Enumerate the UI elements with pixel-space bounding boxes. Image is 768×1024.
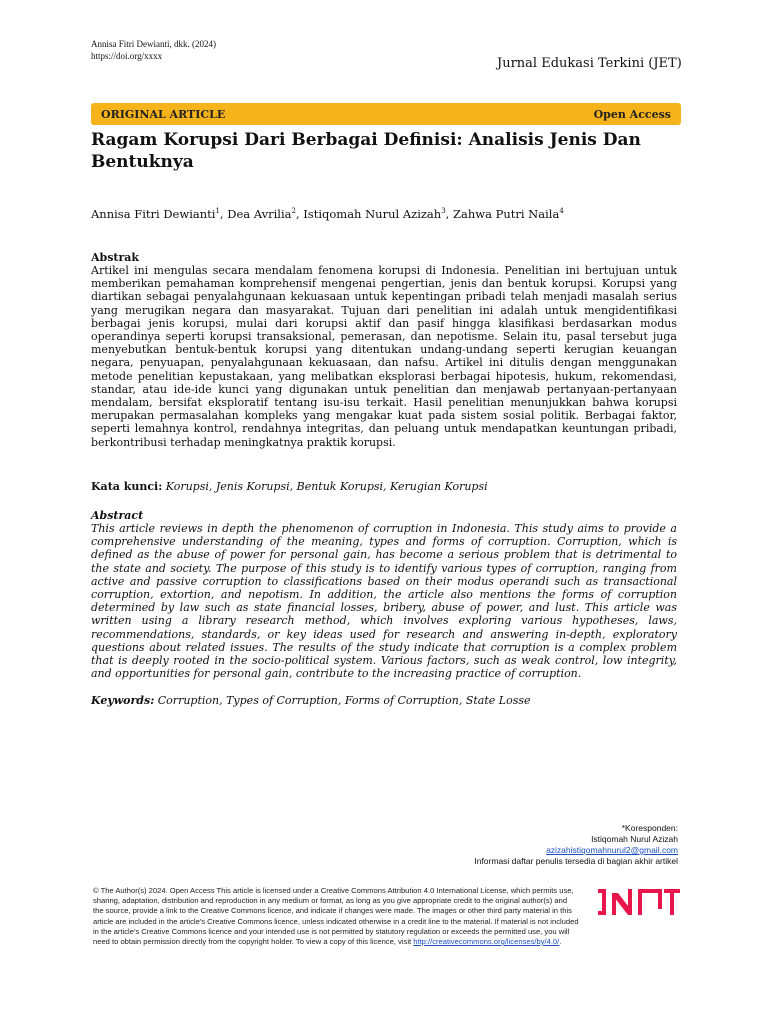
publisher-logo-icon	[598, 889, 680, 919]
author-info-note: Informasi daftar penulis tersedia di bagian akhir artikel	[474, 856, 678, 866]
doi-link[interactable]: https://doi.org/xxxx	[91, 51, 163, 61]
author-affiliation: 1	[215, 207, 220, 216]
correspondence-label: *Koresponden:	[621, 823, 678, 833]
article-title: Ragam Korupsi Dari Berbagai Definisi: Analisis Jenis Dan Bentuknya	[91, 130, 641, 172]
author-name: Zahwa Putri Naila	[452, 207, 560, 221]
license-text: © The Author(s) 2024. Open Access This article is licensed under a Creative Commons Attribution 4.0 International License, which permits use, sharing, adaptation, distribution and reproduction in any medium or format, as long as you give appropriate credit to the original author(s) and the source, provide a link to the Creative Commons licence, and indicate if changes were made. The images or other third party material in this article are included in the article's Creative Commons licence, unless indicated otherwise in a credit line to the material. If material is not included in the article's Creative Commons licence and your intended use is not permitted by statutory regulation or exceeds the permitted use, you will need to obtain permission directly from the copyright holder. To view a copy of this licence, visit	[93, 886, 579, 947]
abstract-section	[91, 509, 677, 680]
article-type-label: ORIGINAL ARTICLE	[101, 107, 226, 121]
author-affiliation: 2	[291, 207, 296, 216]
author-name: Istiqomah Nurul Azizah	[303, 207, 442, 221]
keywords-text: Corruption, Types of Corruption, Forms of Corruption, State Losse	[157, 694, 531, 707]
abstract-heading: Abstract	[91, 509, 144, 522]
kata-kunci-text: Korupsi, Jenis Korupsi, Bentuk Korupsi, Kerugian Korupsi	[165, 480, 488, 493]
article-type-banner	[91, 103, 681, 125]
author-affiliation: 3	[441, 207, 446, 216]
keywords-label: Keywords:	[91, 694, 155, 707]
author-separator: ,	[295, 207, 304, 221]
author-name: Dea Avrilia	[227, 207, 292, 221]
kata-kunci-label: Kata kunci:	[91, 480, 163, 493]
abstrak-heading: Abstrak	[91, 251, 140, 264]
correspondence-email[interactable]: azizahistiqomahnurul2@gmail.com	[546, 845, 678, 855]
keywords	[91, 694, 677, 707]
author-separator: ,	[219, 207, 228, 221]
author-separator: ,	[445, 207, 453, 221]
citation-text: Annisa Fitri Dewianti, dkk. (2024)	[91, 39, 216, 49]
journal-name: Jurnal Edukasi Terkini (JET)	[497, 56, 682, 71]
license-end: .	[559, 937, 562, 947]
abstrak-text: Artikel ini mengulas secara mendalam fenomena korupsi di Indonesia. Penelitian ini bertujuan untuk memberikan pemahaman komprehensif mengenai pengertian, jenis dan bentuk korupsi. Korupsi yang diartikan sebagai penyalahgunaan kekuasaan untuk kepentingan pribadi telah menjadi masalah serius yang merugikan negara dan masyarakat. Tujuan dari penelitian ini adalah untuk mengidentifikasi berbagai jenis korupsi, mulai dari korupsi aktif dan pasif hingga klasifikasi berdasarkan modus operandinya seperti korupsi transaksional, pemerasan, dan nepotisme. Selain itu, pasal tersebut juga menyebutkan bentuk-bentuk korupsi yang ditentukan undang-undang seperti kerugian keuangan negara, penyuapan, penyalahgunaan kekuasaan, dan nafsu. Artikel ini ditulis dengan menggunakan metode penelitian kepustakaan, yang melibatkan eksplorasi berbagai hipotesis, hukum, rekomendasi, standar, atau ide-ide kunci yang digunakan untuk penelitian dan menjawab pertanyaan-pertanyaan mendalam, bersifat eksploratif tentang isu-isu terkait. Hasil penelitian menunjukkan bahwa korupsi merupakan permasalahan kompleks yang mengakar kuat pada sistem sosial politik. Berbagai faktor, seperti lemahnya kontrol, rendahnya integritas, dan peluang untuk mendapatkan keuntungan pribadi, berkontribusi terhadap meningkatnya praktik korupsi.	[91, 264, 677, 449]
abstrak-section	[91, 251, 677, 449]
license-link[interactable]: http://creativecommons.org/licenses/by/4.0/	[413, 937, 560, 947]
author-name: Annisa Fitri Dewianti	[91, 207, 216, 221]
license-notice	[93, 886, 579, 947]
open-access-label: Open Access	[593, 107, 671, 121]
citation-block	[91, 38, 216, 62]
author-list	[91, 207, 681, 221]
kata-kunci	[91, 480, 677, 493]
correspondence-name: Istiqomah Nurul Azizah	[591, 834, 678, 844]
abstract-text: This article reviews in depth the phenomenon of corruption in Indonesia. This study aims to provide a comprehensive understanding of the meaning, types and forms of corruption. Corruption, which is defined as the abuse of power for personal gain, has become a serious problem that is detrimental to the state and society. The purpose of this study is to identify various types of corruption, ranging from active and passive corruption to classifications based on their modus operandi such as transactional corruption, extortion, and nepotism. In addition, the article also mentions the forms of corruption determined by law such as state financial losses, bribery, abuse of power, and lust. This article was written using a library research method, which involves exploring various hypotheses, laws, recommendations, standards, or key ideas used for research and answering in-depth, exploratory questions about related issues. The results of the study indicate that corruption is a complex problem that is deeply rooted in the socio-political system. Various factors, such as weak control, low integrity, and opportunities for personal gain, contribute to the increasing practice of corruption.	[91, 522, 677, 681]
author-affiliation: 4	[559, 207, 564, 216]
correspondence-block	[474, 823, 678, 867]
